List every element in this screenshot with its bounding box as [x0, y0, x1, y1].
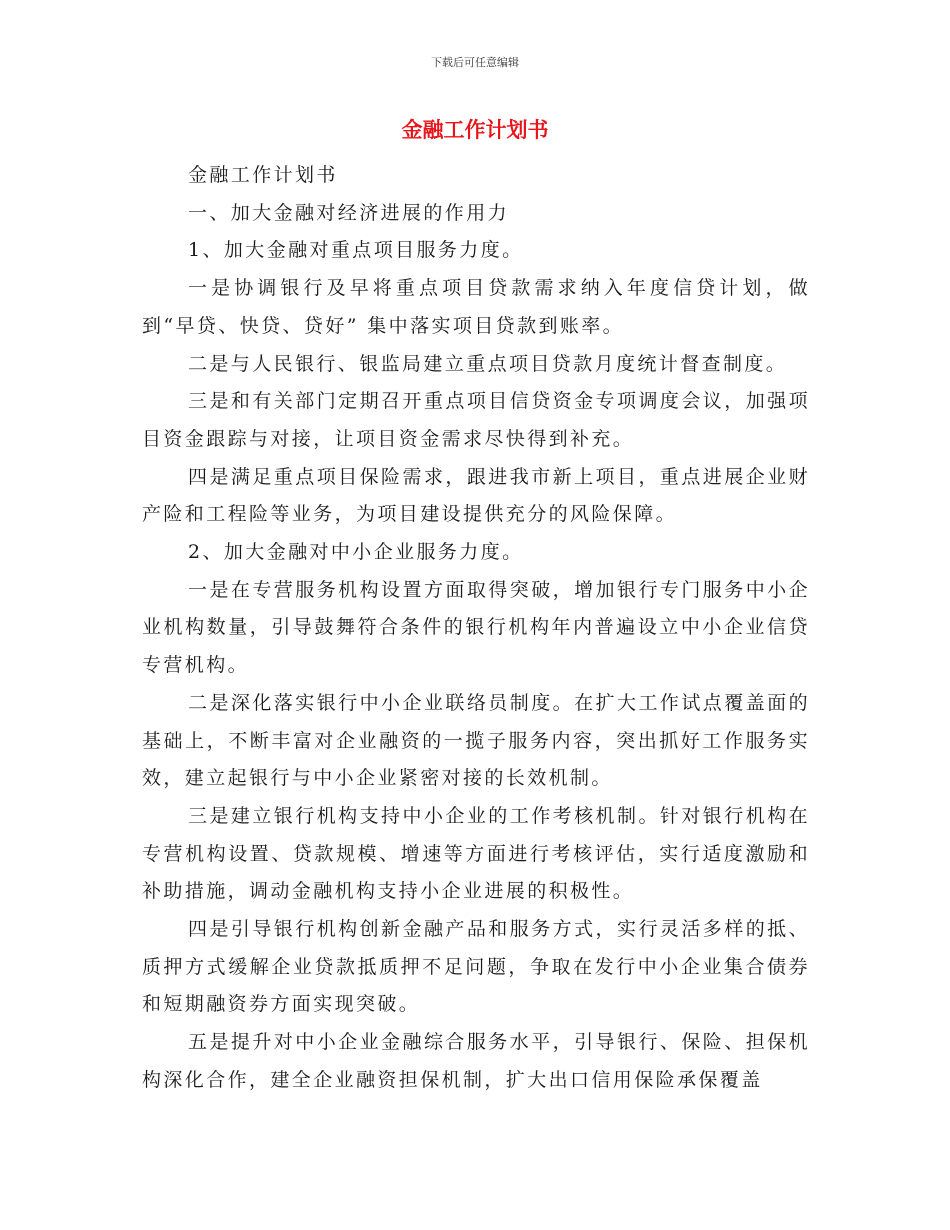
paragraph: 一是在专营服务机构设置方面取得突破，增加银行专门服务中小企业机构数量，引导鼓舞符合条件的银行机构年内普遍设立中小企业信贷专营机构。	[142, 578, 810, 677]
paragraph: 三是建立银行机构支持中小企业的工作考核机制。针对银行机构在专营机构设置、贷款规模、增速等方面进行考核评估，实行适度激励和补助措施，调动金融机构支持小企业进展的积极性。	[142, 804, 810, 903]
paragraph: 1、加大金融对重点项目服务力度。	[188, 239, 524, 262]
paragraph: 四是引导银行机构创新金融产品和服务方式，实行灵活多样的抵、质押方式缓解企业贷款抵质押不足问题，争取在发行中小企业集合债券和短期融资券方面实现突破。	[142, 918, 810, 1016]
document-body	[142, 157, 810, 1100]
paragraph: 三是和有关部门定期召开重点项目信贷资金专项调度会议，加强项目资金跟踪与对接，让项目资金需求尽快得到补充。	[142, 390, 810, 450]
paragraph: 二是深化落实银行中小企业联络员制度。在扩大工作试点覆盖面的基础上，不断丰富对企业融资的一揽子服务内容，突出抓好工作服务实效，建立起银行与中小企业紧密对接的长效机制。	[142, 691, 810, 790]
paragraph: 金融工作计划书	[188, 164, 338, 186]
paragraph: 四是满足重点项目保险需求，跟进我市新上项目，重点进展企业财产险和工程险等业务，为项目建设提供充分的风险保障。	[142, 465, 810, 526]
paragraph: 五是提升对中小企业金融综合服务水平，引导银行、保险、担保机构深化合作，建全企业融资担保机制，扩大出口信用保险承保覆盖	[142, 1031, 810, 1091]
paragraph: 一、加大金融对经济进展的作用力	[188, 201, 510, 224]
document-title: 金融工作计划书	[401, 118, 549, 142]
paragraph: 二是与人民银行、银监局建立重点项目贷款月度统计督查制度。	[188, 352, 788, 375]
page-header: 下载后可任意编辑	[431, 56, 519, 69]
paragraph: 2、加大金融对中小企业服务力度。	[188, 541, 524, 564]
paragraph: 一是协调银行及早将重点项目贷款需求纳入年度信贷计划，做到“早贷、快贷、贷好” 集中落实项目贷款到账率。	[142, 277, 810, 337]
